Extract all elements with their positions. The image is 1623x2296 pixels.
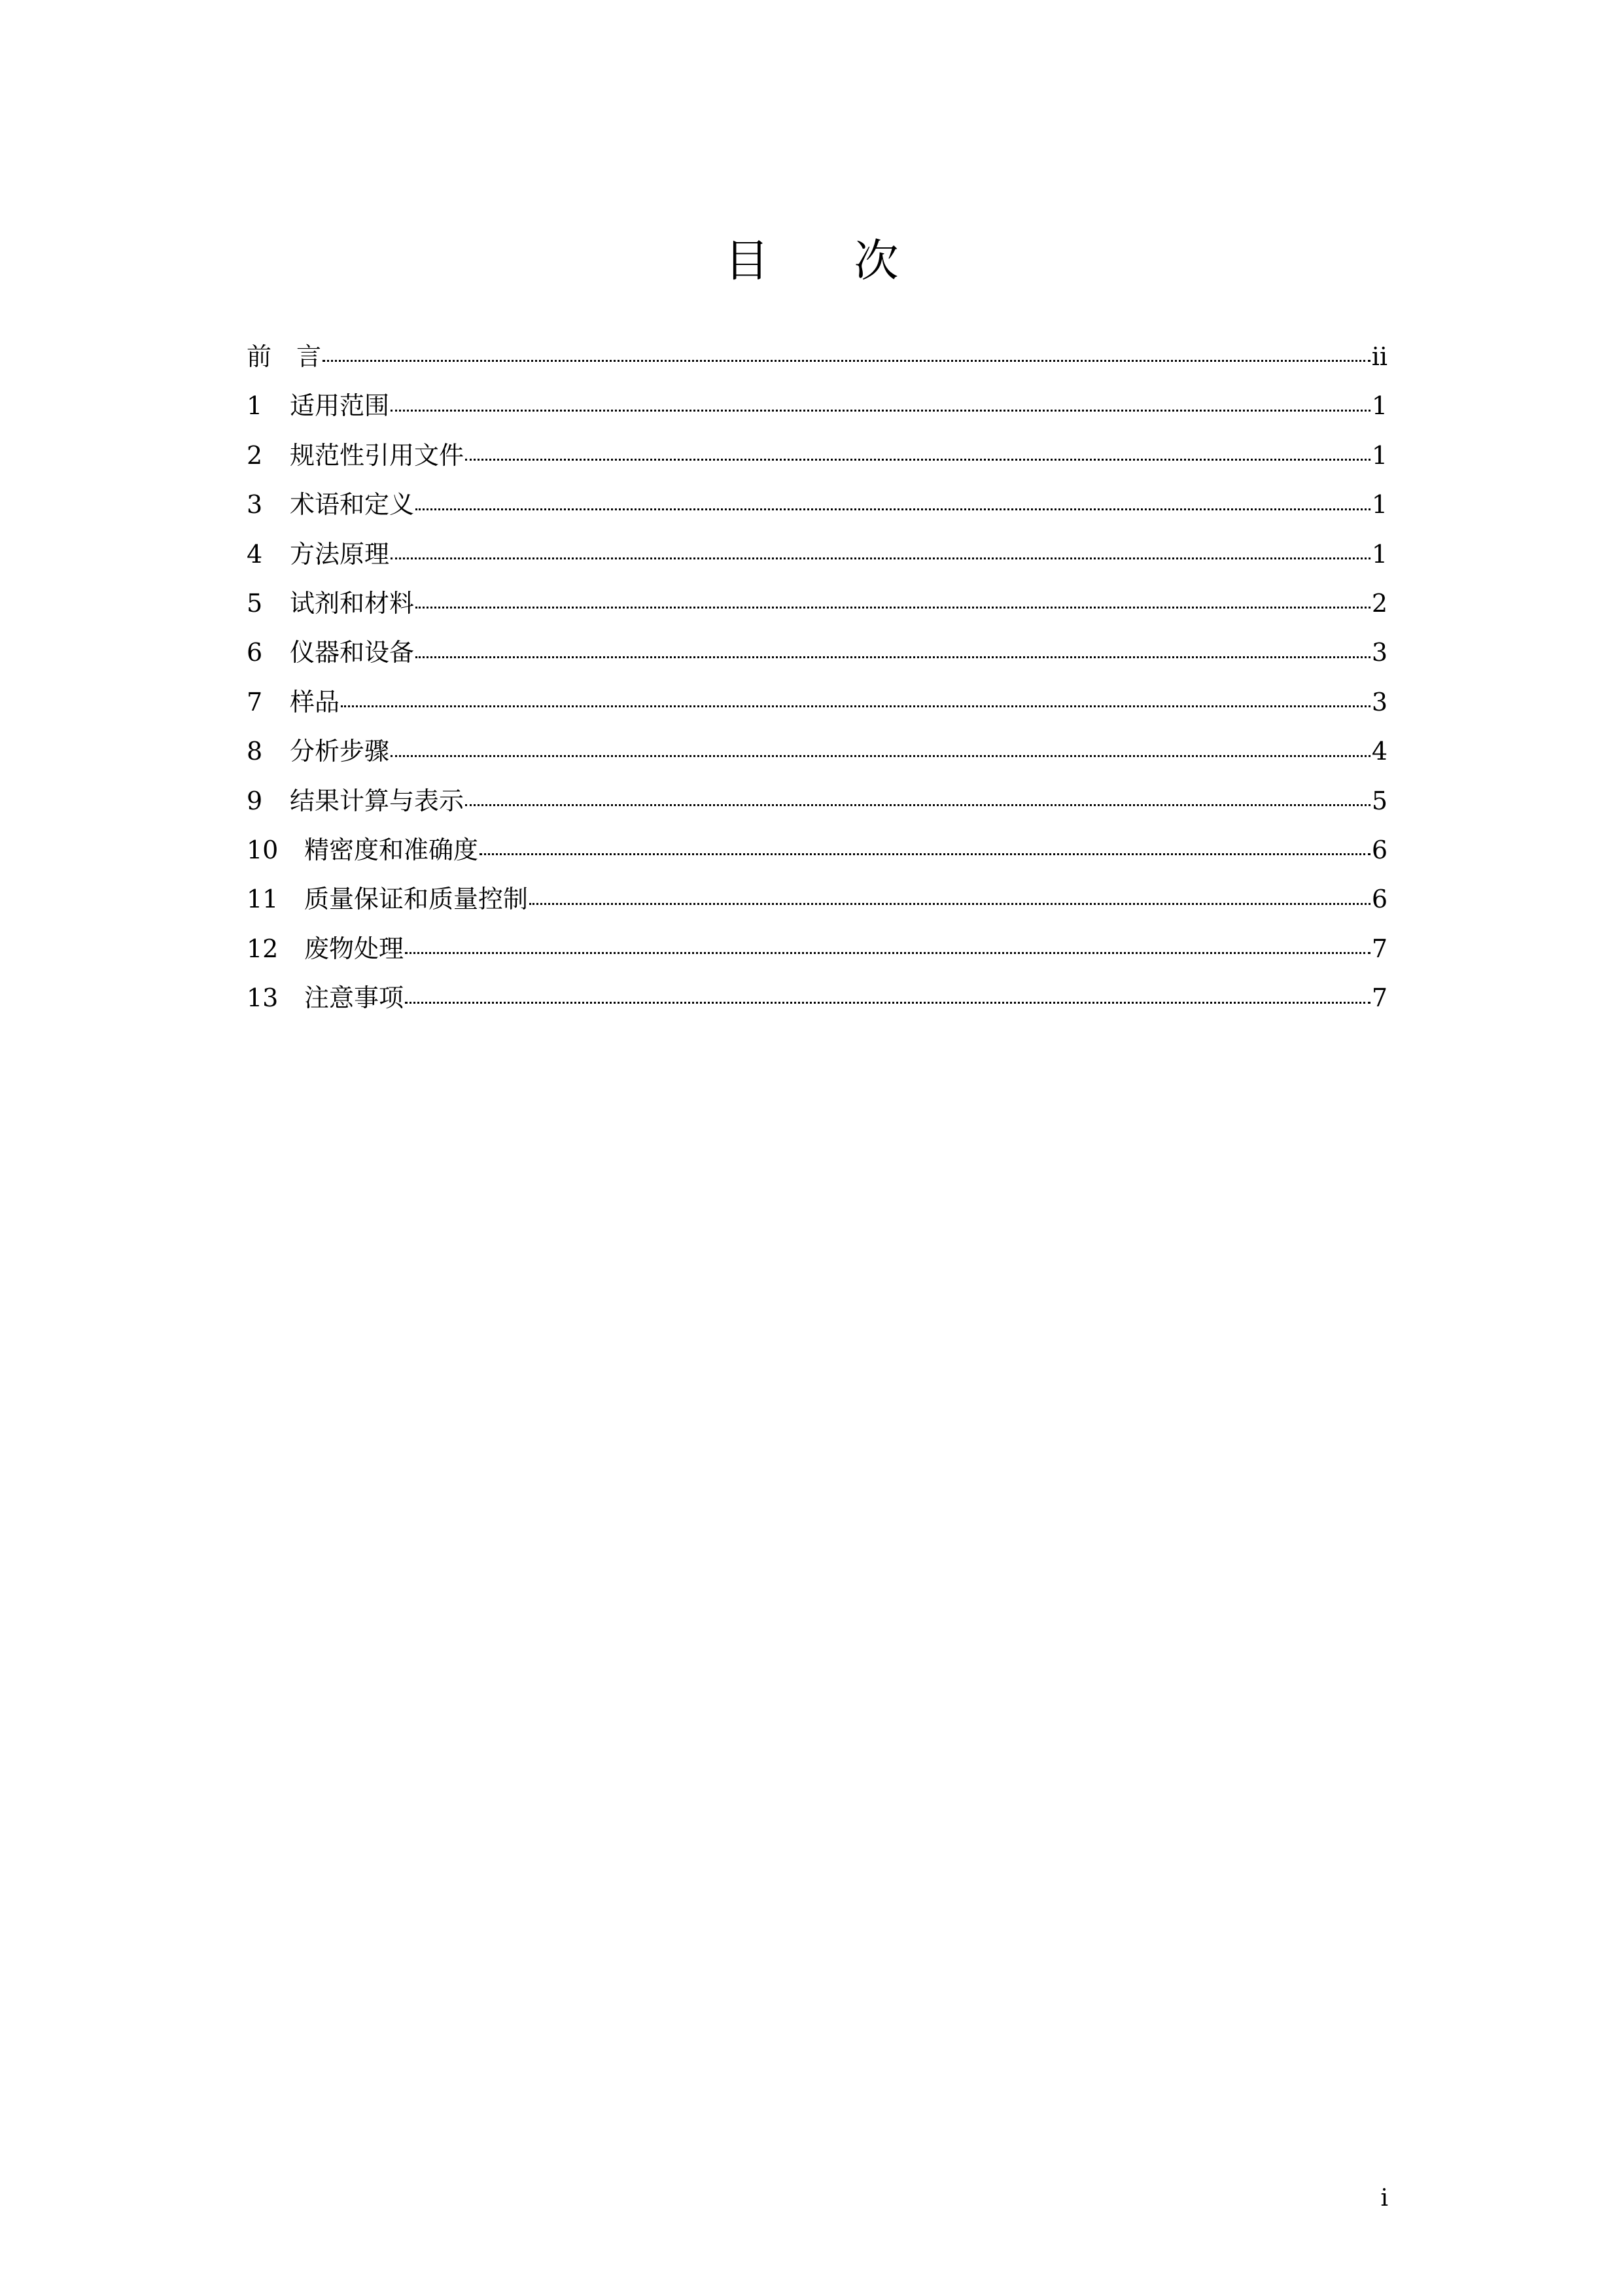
toc-entry-5[interactable]	[247, 579, 1387, 628]
page-title-right-char: 次	[854, 236, 899, 287]
page-number: i	[1380, 2185, 1388, 2212]
toc-leader-dots	[415, 488, 1370, 513]
toc-entry-page: 6	[1371, 885, 1387, 914]
toc-entry-13[interactable]	[247, 974, 1387, 1023]
toc-entry-title: 注意事项	[304, 983, 404, 1013]
toc-entry-title: 样品	[290, 687, 340, 716]
toc-entry-page: 7	[1371, 983, 1387, 1013]
toc-entry-number: 5	[247, 588, 263, 618]
toc-entry-number: 12	[247, 934, 279, 963]
toc-entry-page: 5	[1371, 786, 1387, 815]
toc-entry-page: 2	[1371, 588, 1387, 618]
toc-leader-dots	[341, 686, 1370, 711]
toc-entry-number: 2	[247, 440, 263, 470]
toc-entry-number: 1	[247, 391, 263, 421]
toc-entry-title: 前 言	[247, 342, 322, 371]
toc-entry-title: 试剂和材料	[290, 588, 415, 618]
toc-entry-1[interactable]	[247, 381, 1387, 431]
toc-leader-dots	[391, 538, 1370, 563]
toc-leader-dots	[405, 981, 1370, 1006]
toc-leader-dots	[323, 340, 1370, 365]
toc-entry-4[interactable]	[247, 530, 1387, 579]
toc-leader-dots	[405, 932, 1370, 957]
toc-entry-title: 规范性引用文件	[290, 440, 464, 470]
toc-entry-title: 分析步骤	[290, 737, 390, 766]
toc-entry-page: 3	[1371, 638, 1387, 667]
page-title-left-char: 目	[724, 236, 769, 287]
toc-entry-2[interactable]	[247, 431, 1387, 480]
toc-entry-title: 结果计算与表示	[290, 786, 464, 815]
toc-entry-number: 10	[247, 835, 279, 864]
toc-entry-page: 1	[1371, 490, 1387, 520]
toc-entry-page: ii	[1371, 342, 1387, 371]
toc-leader-dots	[480, 834, 1370, 858]
toc-entry-page: 1	[1371, 391, 1387, 421]
toc-entry-number: 11	[247, 885, 279, 914]
toc-entry-number: 8	[247, 737, 263, 766]
toc-entry-6[interactable]	[247, 628, 1387, 677]
table-of-contents	[247, 332, 1387, 1023]
toc-entry-12[interactable]	[247, 925, 1387, 974]
toc-entry-page: 6	[1371, 835, 1387, 864]
toc-entry-title: 方法原理	[290, 539, 390, 569]
toc-entry-title: 废物处理	[304, 934, 404, 963]
toc-entry-number: 13	[247, 983, 279, 1013]
toc-entry-10[interactable]	[247, 826, 1387, 875]
toc-entry-number: 7	[247, 687, 263, 716]
toc-entry-title: 质量保证和质量控制	[304, 885, 529, 914]
toc-entry-page: 7	[1371, 934, 1387, 963]
toc-entry-title: 术语和定义	[290, 490, 415, 520]
toc-entry-9[interactable]	[247, 777, 1387, 826]
toc-entry-8[interactable]	[247, 727, 1387, 776]
toc-entry-page: 3	[1371, 687, 1387, 716]
toc-entry-title: 适用范围	[290, 391, 390, 421]
toc-entry-page: 1	[1371, 539, 1387, 569]
toc-entry-3[interactable]	[247, 480, 1387, 529]
toc-entry-page: 4	[1371, 737, 1387, 766]
toc-leader-dots	[391, 735, 1370, 760]
toc-entry-number: 6	[247, 638, 263, 667]
toc-entry-number: 4	[247, 539, 263, 569]
toc-entry-title: 仪器和设备	[290, 638, 415, 667]
toc-entry-number: 3	[247, 490, 263, 520]
toc-leader-dots	[465, 439, 1370, 464]
toc-entry-7[interactable]	[247, 678, 1387, 727]
toc-entry-number: 9	[247, 786, 263, 815]
toc-leader-dots	[465, 785, 1370, 809]
toc-leader-dots	[391, 389, 1370, 414]
toc-leader-dots	[415, 636, 1370, 661]
toc-entry-11[interactable]	[247, 875, 1387, 924]
toc-leader-dots	[529, 883, 1370, 908]
toc-leader-dots	[415, 587, 1370, 612]
toc-entry-foreword[interactable]	[247, 332, 1387, 381]
toc-entry-page: 1	[1371, 440, 1387, 470]
page-title	[0, 230, 1623, 293]
toc-entry-title: 精密度和准确度	[304, 835, 479, 864]
